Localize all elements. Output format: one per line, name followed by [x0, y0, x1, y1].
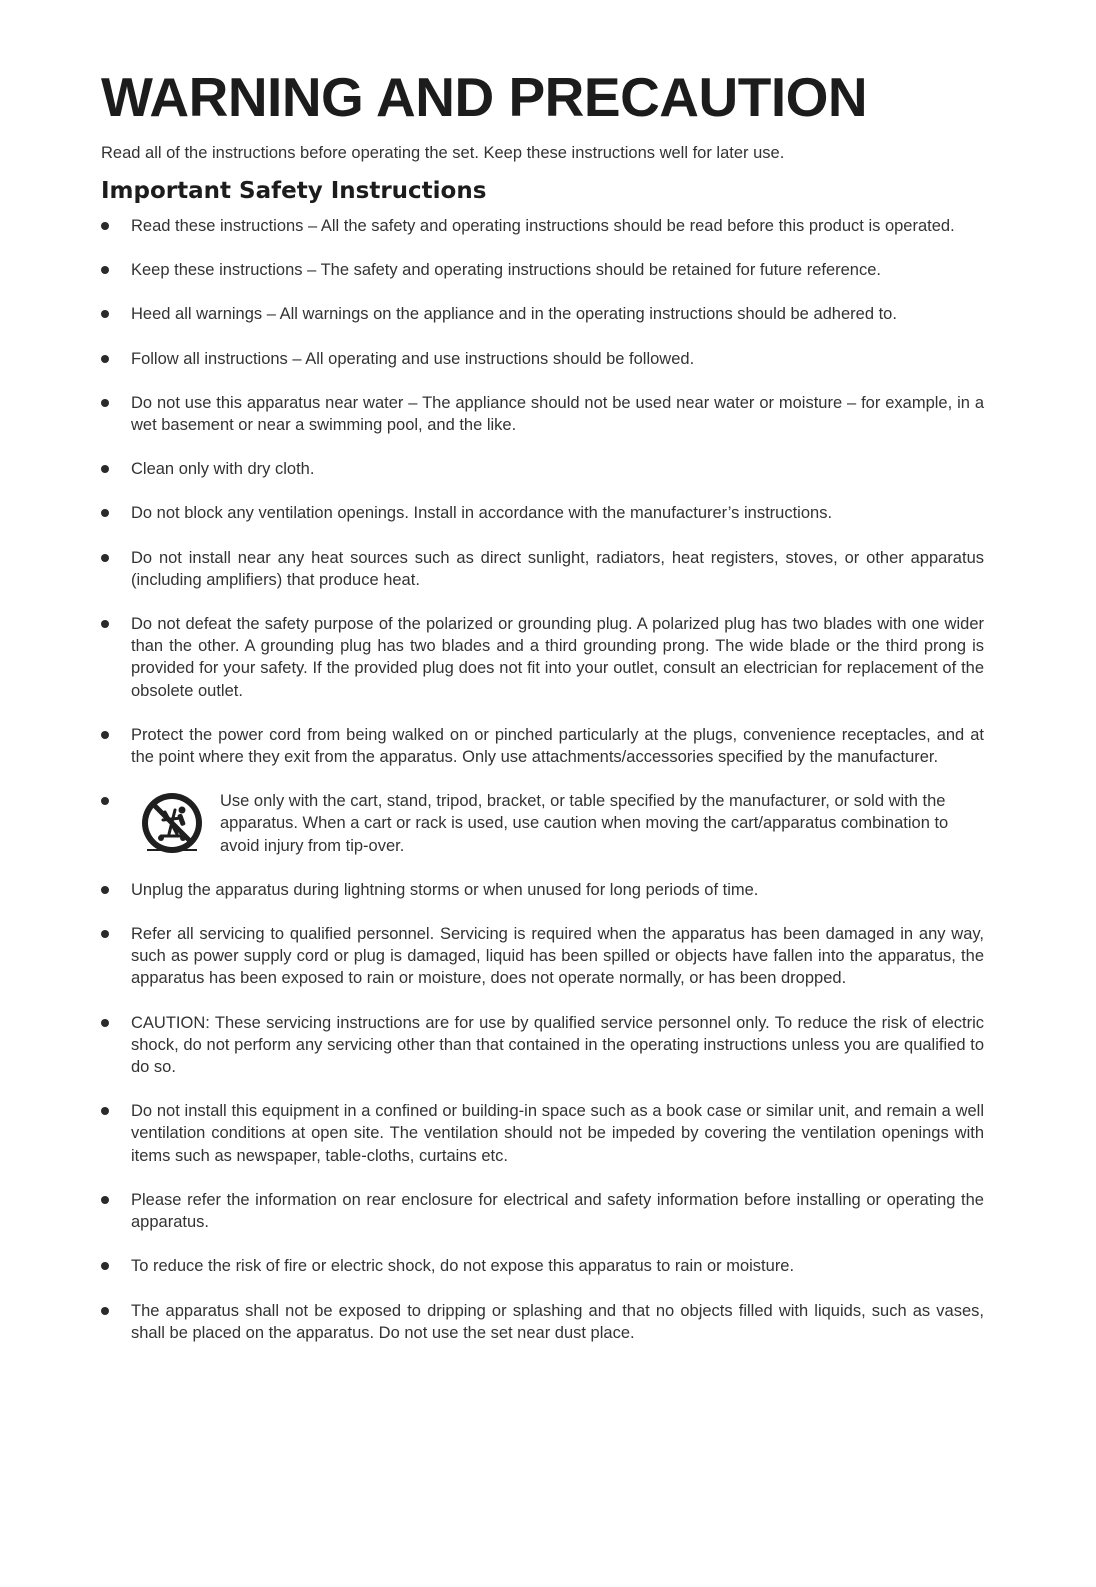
list-item-text: To reduce the risk of fire or electric shock, do not expose this apparatus to rain or moisture. [131, 1257, 795, 1276]
list-item-text: Do not install this equipment in a confined or building-in space such as a book case or similar unit, and remain a well ventilation conditions at open site. The ventilation should not be impeded by covering the ventilation openings with items such as newspaper, table-cloths, curtains etc. [131, 1102, 984, 1165]
list-item [101, 547, 984, 591]
bullet-icon [101, 399, 109, 407]
intro-text: Read all of the instructions before operating the set. Keep these instructions well for later use. [101, 144, 785, 162]
cart-tip-over-warning-icon [139, 790, 205, 856]
list-item [101, 215, 984, 237]
list-item-text: CAUTION: These servicing instructions are for use by qualified service personnel only. To reduce the risk of electric shock, do not perform any servicing other than that contained in the operating instructions unless you are qualified to do so. [131, 1013, 984, 1077]
list-item-text: Follow all instructions – All operating and use instructions should be followed. [131, 349, 695, 368]
list-item [101, 923, 984, 990]
list-item [101, 879, 984, 901]
bullet-icon [101, 266, 109, 274]
list-item-text: Use only with the cart, stand, tripod, bracket, or table specified by the manufacturer, or sold with the apparatus. When a cart or rack is used, use caution when moving the cart/apparatus combination to avoid injury from tip-over. [220, 792, 949, 855]
list-item-text: Protect the power cord from being walked on or pinched particularly at the plugs, convenience receptacles, and at the point where they exit from the apparatus. Only use attachments/accessories specified by the manufacturer. [131, 725, 984, 767]
list-item [101, 259, 984, 281]
list-item-text: Do not use this apparatus near water – The appliance should not be used near water or moisture – for example, in a wet basement or near a swimming pool, and the like. [131, 393, 984, 435]
bullet-icon [101, 465, 109, 473]
bullet-icon [101, 554, 109, 562]
list-item-text: Read these instructions – All the safety and operating instructions should be read before this product is operated. [131, 217, 955, 235]
bullet-icon [101, 1019, 109, 1027]
list-item-text: The apparatus shall not be exposed to dripping or splashing and that no objects filled with liquids, such as vases, shall be placed on the apparatus. Do not use the set near dust place. [131, 1301, 984, 1342]
list-item-text: Do not defeat the safety purpose of the polarized or grounding plug. A polarized plug has two blades with one wider than the other. A grounding plug has two blades and a third grounding prong. The wide blade or the third prong is provided for your safety. If the provided plug does not fit into your outlet, consult an electrician for replacement of the obsolete outlet. [131, 615, 984, 700]
bullet-icon [101, 930, 109, 938]
bullet-icon [101, 1307, 109, 1315]
list-item [101, 1012, 984, 1079]
bullet-icon [101, 310, 109, 318]
list-item [101, 724, 984, 768]
list-item-text: Refer all servicing to qualified personnel. Servicing is required when the apparatus has been damaged in any way, such as power supply cord or plug is damaged, liquid has been spilled or objects have fallen into the apparatus, the apparatus has been exposed to rain or moisture, does not operate normally, or has been dropped. [131, 925, 984, 988]
bullet-icon [101, 1262, 109, 1270]
section-heading: Important Safety Instructions [101, 178, 487, 204]
list-item-text: Do not install near any heat sources such as direct sunlight, radiators, heat registers, stoves, or other apparatus (including amplifiers) that produce heat. [131, 548, 984, 589]
list-item [101, 502, 984, 524]
bullet-icon [101, 797, 109, 805]
list-item [101, 1100, 984, 1167]
list-item-text: Please refer the information on rear enclosure for electrical and safety information before installing or operating the apparatus. [131, 1190, 984, 1232]
list-item [101, 1255, 984, 1277]
bullet-icon [101, 1196, 109, 1204]
list-item [101, 348, 984, 370]
list-item-text: Heed all warnings – All warnings on the appliance and in the operating instructions should be adhered to. [131, 305, 897, 324]
list-item [101, 1300, 984, 1344]
bullet-icon [101, 222, 109, 230]
bullet-icon [101, 620, 109, 628]
list-item [101, 392, 984, 436]
list-item [101, 1189, 984, 1233]
safety-instructions-list [101, 215, 984, 1344]
list-item-text: Unplug the apparatus during lightning storms or when unused for long periods of time. [131, 880, 759, 899]
list-item-with-icon [101, 790, 984, 857]
bullet-icon [101, 1107, 109, 1115]
page-title: WARNING AND PRECAUTION [101, 66, 868, 128]
bullet-icon [101, 731, 109, 739]
list-item-text: Keep these instructions – The safety and operating instructions should be retained for future reference. [131, 261, 881, 280]
bullet-icon [101, 509, 109, 517]
list-item-text: Do not block any ventilation openings. Install in accordance with the manufacturer’s instructions. [131, 504, 833, 523]
list-item [101, 613, 984, 702]
bullet-icon [101, 355, 109, 363]
bullet-icon [101, 886, 109, 894]
list-item-text: Clean only with dry cloth. [131, 460, 315, 479]
document-page [101, 66, 984, 1366]
list-item [101, 458, 984, 480]
list-item [101, 303, 984, 325]
